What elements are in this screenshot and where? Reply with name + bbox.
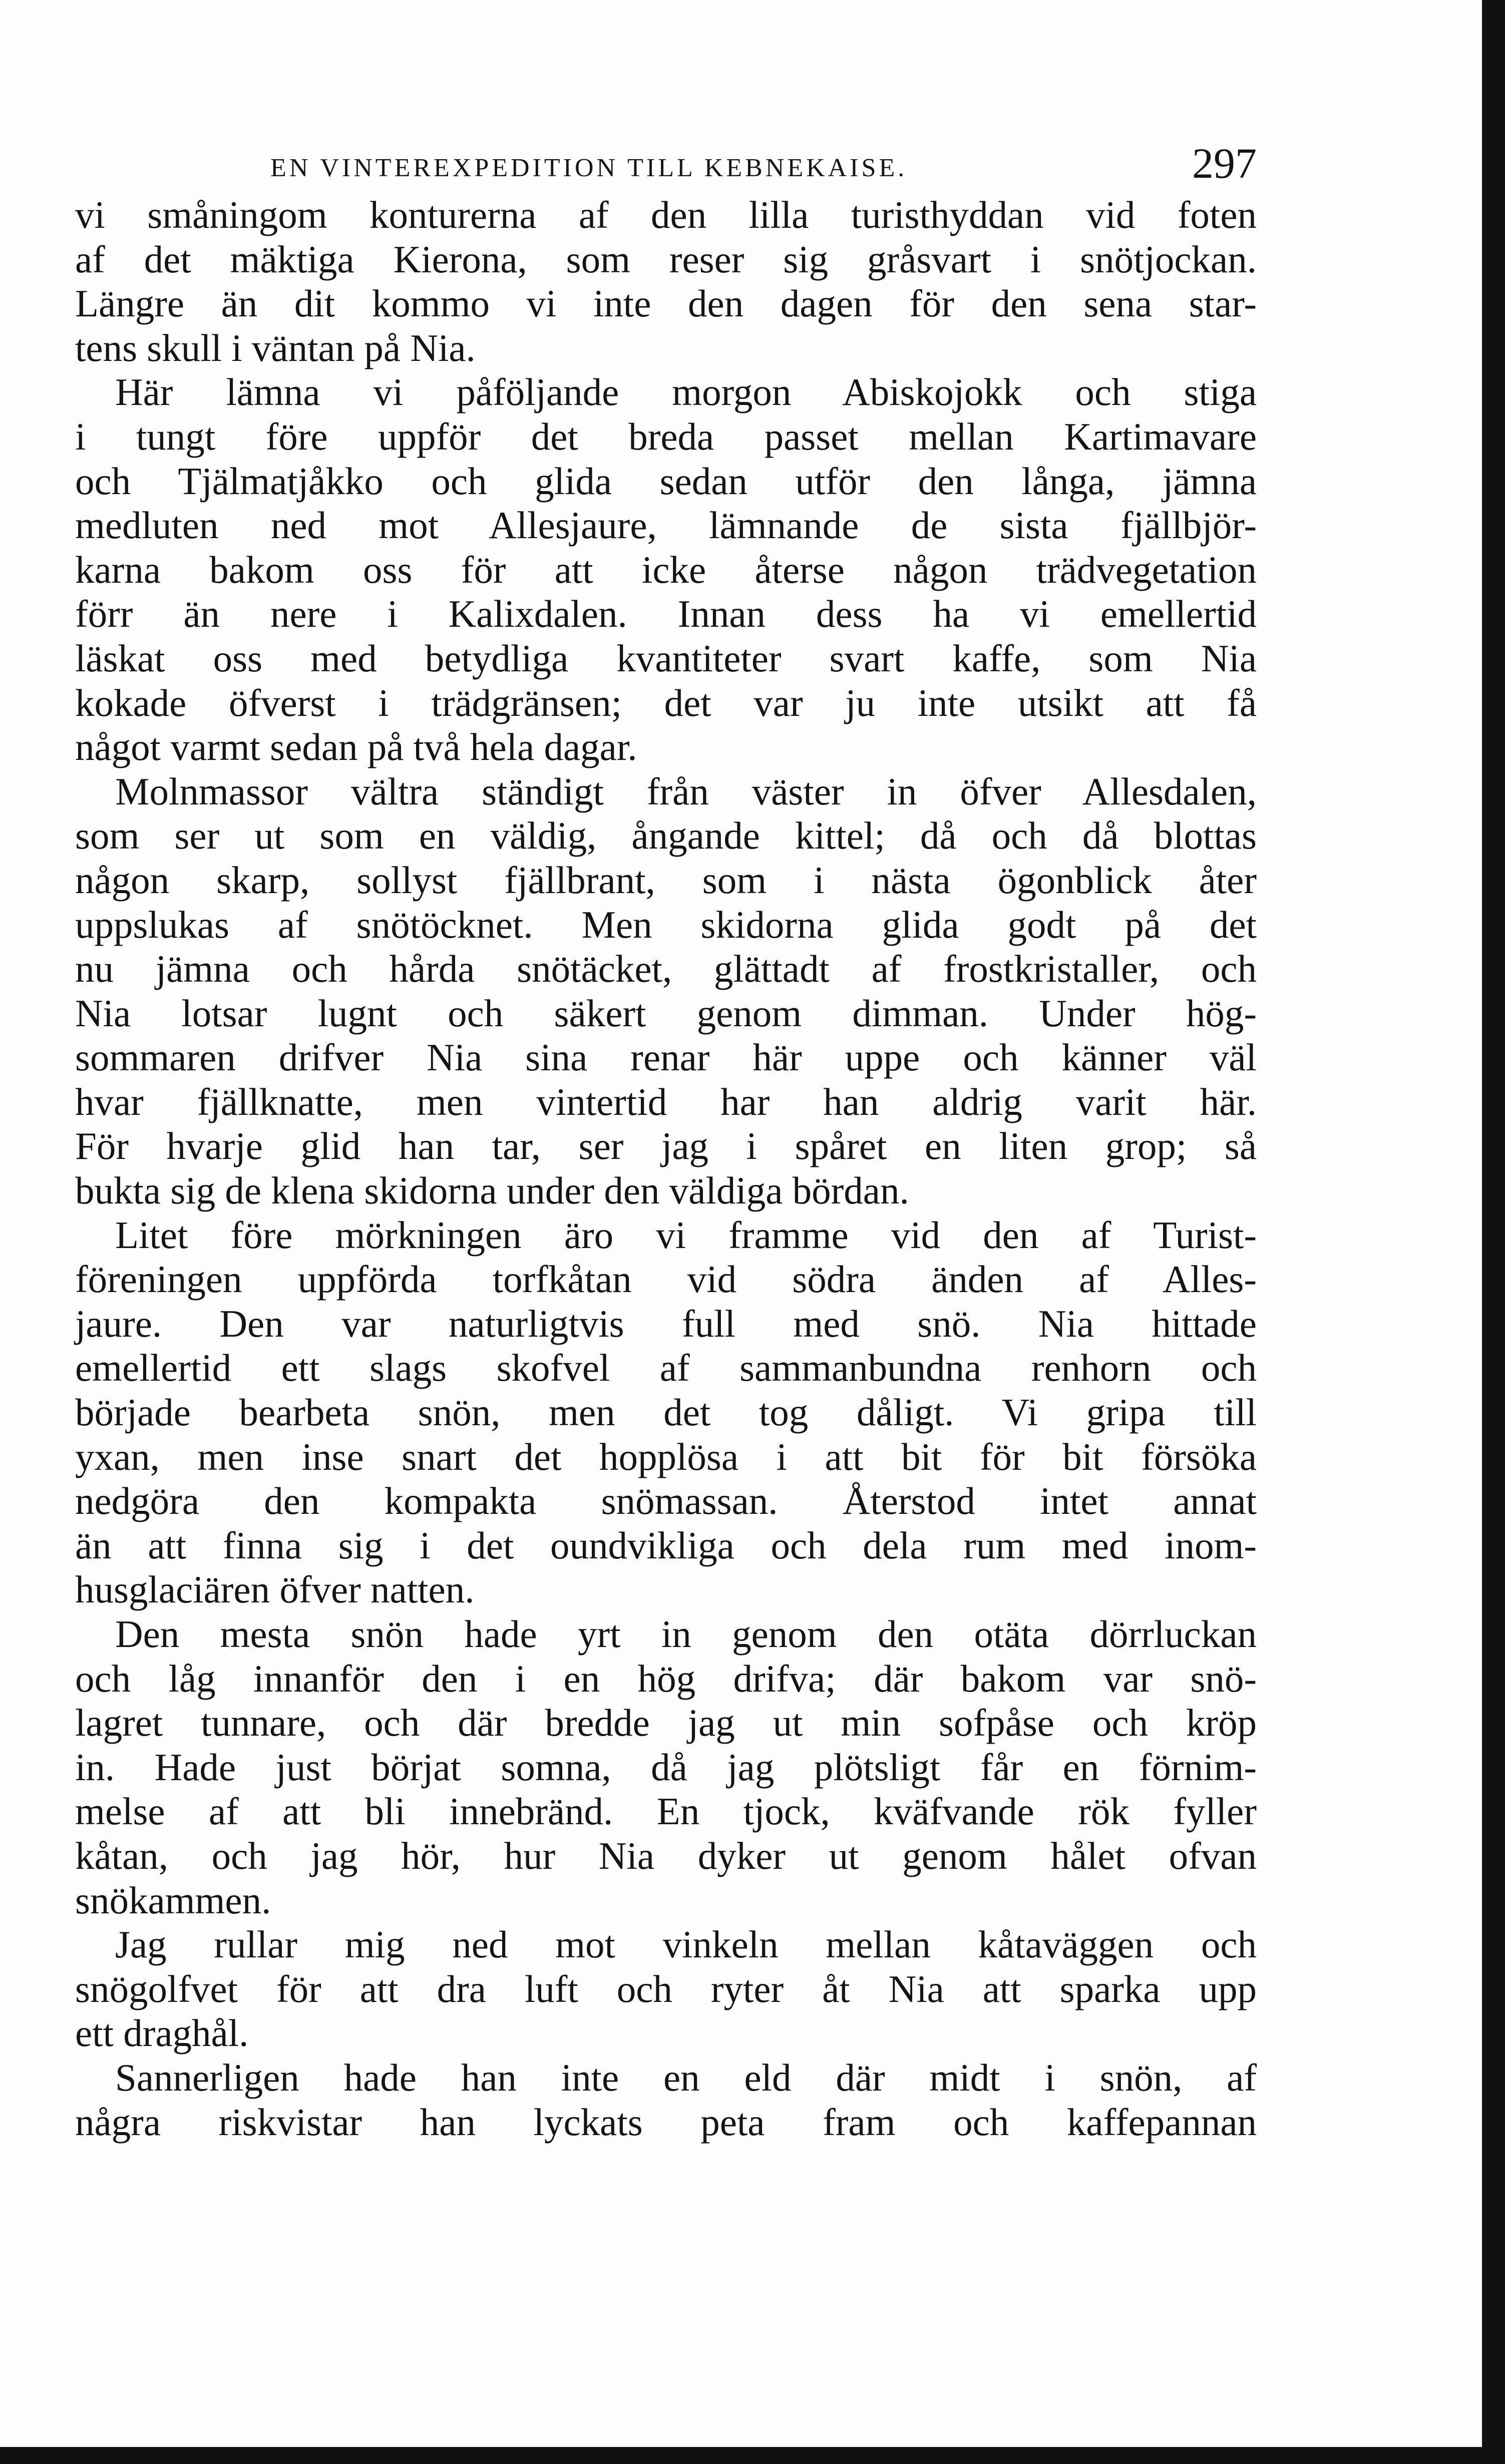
text-line: uppslukas af snötöcknet. Men skidorna glida godt på det xyxy=(75,903,1257,946)
body-text xyxy=(75,193,1257,2144)
text-line: emellertid ett slags skofvel af sammanbundna renhorn och xyxy=(75,1346,1257,1390)
text-line: än att finna sig i det oundvikliga och dela rum med inom- xyxy=(75,1523,1257,1567)
text-line: ett draghål. xyxy=(75,2011,249,2055)
text-line: föreningen uppförda torfkåtan vid södra änden af Alles- xyxy=(75,1258,1257,1301)
text-line: nedgöra den kompakta snömassan. Återstod intet annat xyxy=(75,1479,1257,1523)
text-line: nu jämna och hårda snötäcket, glättadt af frostkristaller, och xyxy=(75,947,1257,991)
text-line: Här lämna vi påföljande morgon Abiskojokk och stiga xyxy=(115,370,1257,414)
text-line: Litet före mörkningen äro vi framme vid den af Turist- xyxy=(115,1213,1257,1257)
text-line: För hvarje glid han tar, ser jag i spåret en liten grop; så xyxy=(75,1124,1257,1168)
text-line: husglaciären öfver natten. xyxy=(75,1568,475,1611)
text-line: snögolfvet för att dra luft och ryter åt Nia att sparka upp xyxy=(75,1967,1257,2010)
text-line: läskat oss med betydliga kvantiteter svart kaffe, som Nia xyxy=(75,636,1257,680)
text-line: sommaren drifver Nia sina renar här uppe och känner väl xyxy=(75,1036,1257,1079)
text-line: och låg innanför den i en hög drifva; där bakom var snö- xyxy=(75,1657,1257,1700)
text-line: jaure. Den var naturligtvis full med snö. Nia hittade xyxy=(75,1302,1257,1345)
text-line: kåtan, och jag hör, hur Nia dyker ut genom hålet ofvan xyxy=(75,1834,1257,1877)
text-line: började bearbeta snön, men det tog dåligt. Vi gripa till xyxy=(75,1391,1257,1434)
text-line: karna bakom oss för att icke återse någon trädvegetation xyxy=(75,548,1257,591)
text-line: yxan, men inse snart det hopplösa i att bit för bit försöka xyxy=(75,1435,1257,1478)
text-line: Molnmassor vältra ständigt från väster in öfver Allesdalen, xyxy=(115,769,1257,813)
text-line: lagret tunnare, och där bredde jag ut min sofpåse och kröp xyxy=(75,1701,1257,1745)
text-line: af det mäktiga Kierona, som reser sig gråsvart i snötjockan. xyxy=(75,237,1257,281)
text-line: Jag rullar mig ned mot vinkeln mellan kåtaväggen och xyxy=(115,1923,1257,1966)
text-line: några riskvistar han lyckats peta fram och kaffepannan xyxy=(75,2100,1257,2144)
text-line: förr än nere i Kalixdalen. Innan dess ha vi emellertid xyxy=(75,592,1257,636)
scan-edge-bottom xyxy=(0,2447,1505,2464)
page-number: 297 xyxy=(1192,139,1257,187)
text-line: Längre än dit kommo vi inte den dagen för den sena star- xyxy=(75,282,1257,325)
text-line: bukta sig de klena skidorna under den väldiga bördan. xyxy=(75,1169,909,1212)
text-line: Den mesta snön hade yrt in genom den otäta dörrluckan xyxy=(115,1612,1257,1656)
text-line: medluten ned mot Allesjaure, lämnande de sista fjällbjör- xyxy=(75,504,1257,547)
text-line: tens skull i väntan på Nia. xyxy=(75,326,476,369)
text-line: Sannerligen hade han inte en eld där midt i snön, af xyxy=(115,2056,1257,2099)
text-line: in. Hade just börjat somna, då jag plötsligt får en förnim- xyxy=(75,1745,1257,1789)
scan-edge-right xyxy=(1482,0,1505,2464)
text-line: Nia lotsar lugnt och säkert genom dimman. Under hög- xyxy=(75,991,1257,1035)
text-line: hvar fjällknatte, men vintertid har han aldrig varit här. xyxy=(75,1080,1257,1123)
text-line: vi småningom konturerna af den lilla turisthyddan vid foten xyxy=(75,193,1257,236)
text-line: kokade öfverst i trädgränsen; det var ju inte utsikt att få xyxy=(75,681,1257,724)
text-line: något varmt sedan på två hela dagar. xyxy=(75,725,637,769)
text-line: snökammen. xyxy=(75,1878,271,1922)
running-head: EN VINTEREXPEDITION TILL KEBNEKAISE. xyxy=(270,154,908,182)
page-header xyxy=(75,135,1257,190)
text-line: som ser ut som en väldig, ångande kittel; då och då blottas xyxy=(75,814,1257,858)
text-line: i tungt före uppför det breda passet mellan Kartimavare xyxy=(75,415,1257,458)
text-line: och Tjälmatjåkko och glida sedan utför den långa, jämna xyxy=(75,459,1257,503)
text-line: melse af att bli innebränd. En tjock, kväfvande rök fyller xyxy=(75,1790,1257,1833)
text-line: någon skarp, sollyst fjällbrant, som i nästa ögonblick åter xyxy=(75,858,1257,902)
